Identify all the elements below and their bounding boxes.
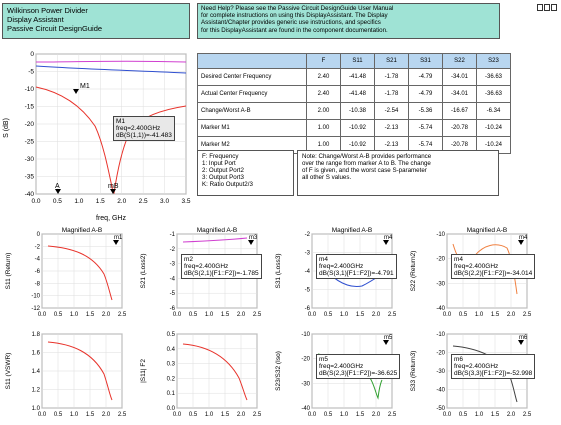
help-line-4: for this DisplayAssistant are found in the component documentation.	[201, 26, 388, 34]
results-cell: -6.34	[477, 103, 511, 120]
small-ytick-label: -20	[301, 356, 310, 363]
small-xtick-label: 2.0	[506, 312, 516, 318]
results-row	[198, 86, 511, 103]
main-ytick-label: -10	[24, 86, 34, 93]
small-plot-title: Magnified A-B	[331, 227, 373, 234]
legend-line: 3: Output Port3	[202, 174, 244, 181]
main-marker-name: M1	[116, 118, 126, 125]
small-xtick-label: 1.0	[474, 312, 484, 318]
small-xtick-label: 1.0	[69, 412, 79, 418]
results-cell: -2.54	[375, 103, 409, 120]
main-plot-xlabel: freq, GHz	[96, 215, 126, 222]
main-xtick-label: 1.5	[95, 198, 105, 205]
readout-line: freq=2.400GHz	[454, 263, 499, 270]
small-plot-title: Magnified A-B	[196, 227, 238, 234]
small-ytick-label: 1.6	[31, 350, 40, 357]
results-cell: 2.40	[307, 86, 341, 103]
small-ytick-label: -5	[169, 291, 175, 298]
marker-label: m6	[519, 335, 528, 341]
small-marker-readout[interactable]	[316, 354, 400, 379]
small-plot-p1	[0, 226, 134, 324]
main-xtick-label: 0.0	[31, 198, 41, 205]
small-plot-ylabel: S33 (Return3)	[410, 350, 417, 392]
small-ytick-label: -4	[34, 256, 40, 263]
main-ytick-label: -30	[24, 156, 34, 163]
small-ytick-label: -40	[301, 406, 310, 412]
small-plot-ylabel: S21 (Loss2)	[140, 253, 147, 289]
results-row-label: Change/Worst A-B	[198, 103, 307, 120]
small-plot-ylabel: S11 (Return)	[5, 252, 12, 290]
results-header-cell: S23	[477, 54, 511, 69]
small-xtick-label: 2.5	[522, 412, 532, 418]
main-xtick-label: 3.5	[181, 198, 191, 205]
title-line-3: Passive Circuit DesignGuide	[7, 24, 103, 33]
results-cell: -2.13	[375, 137, 409, 154]
small-xtick-label: 2.5	[252, 312, 262, 318]
small-ytick-label: -2	[169, 246, 175, 253]
small-xtick-label: 2.0	[101, 412, 111, 418]
minimize-icon[interactable]	[537, 4, 543, 11]
small-xtick-label: 0.0	[442, 312, 452, 318]
results-cell: 1.00	[307, 120, 341, 137]
small-xtick-label: 1.5	[355, 312, 365, 318]
small-xtick-label: 0.5	[458, 412, 468, 418]
small-ytick-label: -5	[304, 287, 310, 294]
small-xtick-label: 1.0	[474, 412, 484, 418]
small-plot-ylabel: S11 (VSWR)	[5, 352, 12, 390]
help-line-3: Assistant/Chapter provides generic use instructions, and specifics	[201, 19, 381, 27]
small-ytick-label: -10	[31, 293, 40, 300]
results-header-cell: S11	[341, 54, 375, 69]
small-xtick-label: 0.0	[442, 412, 452, 418]
results-header-cell: S21	[375, 54, 409, 69]
marker-b-label: mB	[108, 183, 119, 190]
small-xtick-label: 0.5	[188, 312, 198, 318]
marker-label: m5	[384, 335, 393, 341]
legend-line: K: Ratio Output2/3	[202, 181, 253, 188]
small-xtick-label: 1.5	[85, 312, 95, 318]
small-ytick-label: -3	[169, 261, 175, 268]
small-xtick-label: 1.5	[85, 412, 95, 418]
results-cell: 2.40	[307, 69, 341, 86]
results-cell: -10.38	[341, 103, 375, 120]
main-ytick-label: -15	[24, 103, 34, 111]
main-xtick-label: 0.5	[52, 198, 62, 205]
results-header-cell: S31	[409, 54, 443, 69]
main-marker-value: dB(S(1,1))=-41.483	[116, 132, 172, 139]
marker-m1-label: M1	[80, 83, 90, 90]
port-legend	[197, 150, 294, 196]
results-row	[198, 69, 511, 86]
marker-label: m3	[249, 235, 258, 241]
main-xtick-label: 1.0	[74, 198, 84, 205]
small-xtick-label: 1.5	[220, 412, 230, 418]
results-cell: -10.24	[477, 120, 511, 137]
results-header-cell: S22	[443, 54, 477, 69]
main-xtick-label: 3.0	[160, 198, 170, 205]
small-marker-readout[interactable]	[181, 254, 262, 279]
results-cell: -34.01	[443, 69, 477, 86]
results-cell: -5.36	[409, 103, 443, 120]
results-cell: -10.92	[341, 120, 375, 137]
main-xtick-label: 2.5	[138, 198, 148, 205]
results-cell: -2.13	[375, 120, 409, 137]
small-xtick-label: 0.5	[458, 312, 468, 318]
small-xtick-label: 1.0	[339, 412, 349, 418]
small-ytick-label: 0	[36, 232, 40, 238]
results-cell: -4.79	[409, 69, 443, 86]
main-ytick-label: -35	[24, 173, 34, 181]
results-corner	[198, 54, 307, 69]
small-ytick-label: 0.5	[166, 332, 175, 338]
small-xtick-label: 2.0	[236, 312, 246, 318]
small-marker-readout[interactable]	[451, 254, 535, 279]
results-cell: -41.48	[341, 69, 375, 86]
main-marker-freq: freq=2.400GHz	[116, 125, 161, 132]
results-header-cell: F	[307, 54, 341, 69]
results-row-label: Actual Center Frequency	[198, 86, 307, 103]
small-ytick-label: -10	[301, 332, 310, 338]
small-xtick-label: 2.0	[236, 412, 246, 418]
small-ytick-label: -12	[31, 306, 40, 312]
small-marker-readout[interactable]	[316, 254, 397, 279]
small-ytick-label: -6	[169, 306, 175, 312]
small-ytick-label: 1.0	[31, 406, 40, 412]
close-icon[interactable]	[551, 4, 557, 11]
results-row-label: Marker M1	[198, 120, 307, 137]
legend-line: F: Frequency	[202, 153, 239, 160]
small-ytick-label: -6	[34, 269, 40, 275]
small-xtick-label: 0.5	[188, 412, 198, 418]
small-ytick-label: 1.4	[31, 369, 40, 375]
small-xtick-label: 2.0	[371, 412, 381, 418]
small-ytick-label: -20	[436, 256, 445, 263]
main-ytick-label: -40	[24, 191, 34, 198]
small-ytick-label: -2	[304, 232, 310, 238]
small-xtick-label: 2.0	[371, 312, 381, 318]
small-ytick-label: 0.0	[166, 406, 175, 412]
small-ytick-label: 0.4	[166, 346, 175, 353]
small-xtick-label: 0.0	[307, 412, 317, 418]
marker-label: m1	[114, 235, 123, 241]
small-xtick-label: 1.5	[490, 312, 500, 318]
small-xtick-label: 1.0	[69, 312, 79, 318]
small-ytick-label: -4	[169, 276, 175, 283]
results-cell: -20.78	[443, 137, 477, 154]
small-xtick-label: 0.0	[172, 412, 182, 418]
results-cell: -10.24	[477, 137, 511, 154]
help-note	[197, 3, 500, 39]
results-cell: -1.78	[375, 86, 409, 103]
results-row	[198, 120, 511, 137]
small-ytick-label: -8	[34, 281, 40, 288]
small-ytick-label: -30	[301, 381, 310, 388]
small-ytick-label: 0.1	[166, 391, 175, 398]
main-ytick-label: -5	[28, 68, 34, 76]
title-line-2: Display Assistant	[7, 15, 64, 24]
note-line: all other S values.	[302, 174, 352, 181]
small-ytick-label: 1.2	[31, 387, 40, 394]
small-ytick-label: 0.3	[166, 361, 175, 368]
title-line-1: Wilkinson Power Divider	[7, 6, 88, 15]
readout-line: m4	[454, 256, 464, 263]
small-xtick-label: 1.5	[355, 412, 365, 418]
small-ytick-label: -2	[34, 244, 40, 251]
results-cell: -36.63	[477, 86, 511, 103]
small-xtick-label: 1.0	[204, 312, 214, 318]
readout-line: m4	[319, 256, 329, 263]
small-ytick-label: -40	[436, 306, 445, 312]
small-xtick-label: 2.0	[101, 312, 111, 318]
readout-line: m5	[319, 356, 329, 363]
results-cell: -36.63	[477, 69, 511, 86]
small-xtick-label: 0.5	[53, 412, 63, 418]
small-xtick-label: 0.0	[172, 312, 182, 318]
title-banner	[2, 3, 190, 39]
note-line: over the range from marker A to B. The change	[302, 160, 431, 167]
results-header-row	[198, 54, 511, 69]
main-marker-readout[interactable]	[113, 116, 175, 141]
main-xtick-label: 2.0	[117, 198, 127, 205]
small-xtick-label: 0.0	[37, 412, 47, 418]
marker-label: m4	[519, 235, 528, 241]
small-plot-p5	[0, 326, 134, 424]
small-xtick-label: 2.5	[252, 412, 262, 418]
results-row-label: Desired Center Frequency	[198, 69, 307, 86]
small-plot-ylabel: S31 (Loss3)	[275, 253, 282, 289]
small-plot-ylabel: S23/S32 (Iso)	[275, 351, 282, 391]
results-cell: -4.79	[409, 86, 443, 103]
small-xtick-label: 2.5	[387, 312, 397, 318]
readout-line: freq=2.400GHz	[319, 263, 364, 270]
readout-line: dB(S(3,3)[F1::F2])=-52.998	[454, 370, 533, 377]
small-xtick-label: 1.5	[220, 312, 230, 318]
results-table	[197, 53, 511, 154]
small-ytick-label: -50	[436, 406, 445, 412]
small-plot-p6	[135, 326, 269, 424]
readout-line: m6	[454, 356, 464, 363]
small-ytick-label: -40	[436, 387, 445, 394]
note-line: Note: Change/Worst A-B provides performance	[302, 153, 432, 160]
main-ytick-label: 0	[30, 51, 34, 58]
legend-line: 2: Output Port2	[202, 167, 244, 174]
legend-line: 1: Input Port	[202, 160, 236, 167]
change-worst-note	[297, 150, 499, 196]
marker-a-label: A	[55, 183, 60, 190]
small-ytick-label: -30	[436, 369, 445, 375]
small-xtick-label: 1.0	[339, 312, 349, 318]
small-xtick-label: 1.0	[204, 412, 214, 418]
main-ytick-label: -20	[24, 121, 34, 128]
results-cell: -10.92	[341, 137, 375, 154]
small-marker-readout[interactable]	[451, 354, 535, 379]
small-ytick-label: 0.2	[166, 376, 175, 383]
readout-line: dB(S(2,1)[F1::F2])=-1.785	[184, 270, 259, 277]
results-cell: -34.01	[443, 86, 477, 103]
small-plot-ylabel: |S11| F2	[140, 359, 147, 383]
small-ytick-label: -10	[436, 332, 445, 338]
results-row-label: Marker M2	[198, 137, 307, 154]
small-ytick-label: -6	[304, 306, 310, 312]
small-xtick-label: 2.5	[387, 412, 397, 418]
results-cell: -16.67	[443, 103, 477, 120]
small-xtick-label: 1.5	[490, 412, 500, 418]
small-xtick-label: 2.0	[506, 412, 516, 418]
readout-line: freq=2.400GHz	[454, 363, 499, 370]
readout-line: freq=2.400GHz	[319, 363, 364, 370]
small-ytick-label: -20	[436, 350, 445, 357]
results-cell: 1.00	[307, 137, 341, 154]
note-line: of F is given, and the worst case S-parameter	[302, 167, 427, 174]
small-xtick-label: 0.0	[307, 312, 317, 318]
small-ytick-label: -30	[436, 281, 445, 288]
small-plot-title: Magnified A-B	[61, 227, 103, 234]
small-xtick-label: 0.5	[323, 312, 333, 318]
main-ytick-label: -25	[24, 138, 34, 146]
marker-label: m4	[384, 235, 393, 241]
small-plot-ylabel: S22 (Return2)	[410, 250, 417, 292]
results-cell: -1.78	[375, 69, 409, 86]
small-plot-title: Magnified A-B	[466, 227, 508, 234]
help-line-2: for complete instructions on using this DisplayAssistant. The Display	[201, 12, 388, 20]
small-ytick-label: -1	[169, 232, 175, 238]
small-ytick-label: -10	[436, 232, 445, 238]
results-row	[198, 103, 511, 120]
results-cell: -41.48	[341, 86, 375, 103]
results-cell: -20.78	[443, 120, 477, 137]
small-xtick-label: 0.0	[37, 312, 47, 318]
results-cell: -5.74	[409, 137, 443, 154]
readout-line: dB(S(2,3)[F1::F2])=-36.625	[319, 370, 398, 377]
small-ytick-label: -4	[304, 269, 310, 275]
results-cell: -5.74	[409, 120, 443, 137]
maximize-icon[interactable]	[544, 4, 550, 11]
readout-line: dB(S(3,1)[F1::F2])=-4.791	[319, 270, 394, 277]
small-xtick-label: 0.5	[53, 312, 63, 318]
results-cell: 2.00	[307, 103, 341, 120]
main-plot-ylabel: S (dB)	[3, 118, 10, 138]
help-line-1: Need Help? Please see the Passive Circuit DesignGuide User Manual	[201, 5, 394, 12]
small-xtick-label: 2.5	[522, 312, 532, 318]
readout-line: dB(S(2,2)[F1::F2])=-34.014	[454, 270, 533, 277]
readout-line: freq=2.400GHz	[184, 263, 229, 270]
small-ytick-label: 1.8	[31, 332, 40, 338]
small-xtick-label: 0.5	[323, 412, 333, 418]
readout-line: m2	[184, 256, 194, 263]
small-xtick-label: 2.5	[117, 312, 127, 318]
small-ytick-label: -3	[304, 250, 310, 257]
window-controls	[536, 4, 560, 13]
small-xtick-label: 2.5	[117, 412, 127, 418]
